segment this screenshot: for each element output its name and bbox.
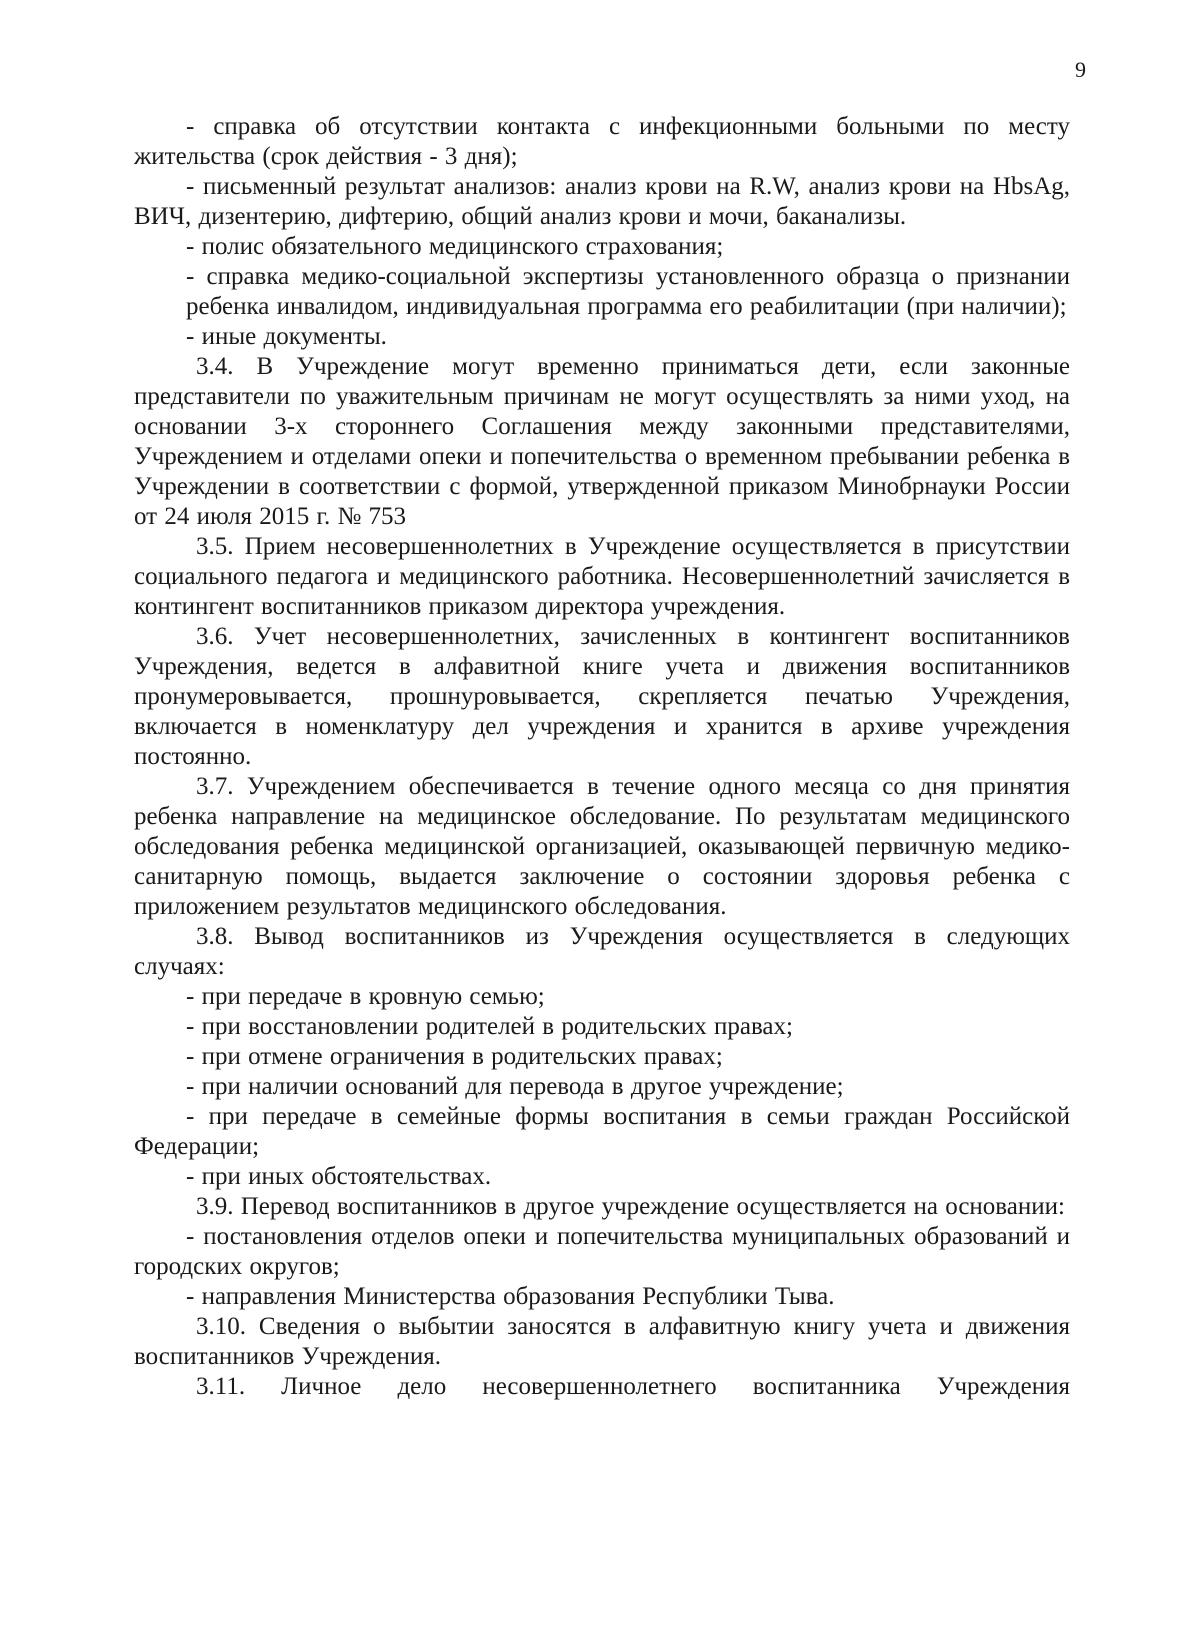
paragraph-disability-certificate: - справка медико-социальной экспертизы установленного образца о признании ребенка инвалидом, индивидуальная программа его реабилитации (при наличии); xyxy=(186,263,1070,320)
list-item-transfer-grounds: - при наличии оснований для перевода в другое учреждение; xyxy=(186,1073,844,1100)
list-item-family-placement: - при передаче в семейные формы воспитания в семьи граждан Российской Федерации; xyxy=(134,1103,1070,1160)
paragraph-lab-results: - письменный результат анализов: анализ крови на R.W, анализ крови на HbsAg, ВИЧ, дизентерию, дифтерию, общий анализ крови и мочи, баканализы. xyxy=(134,173,1070,230)
paragraph-3-9: 3.9. Перевод воспитанников в другое учреждение осуществляется на основании: xyxy=(196,1193,1065,1220)
list-item-blood-family: - при передаче в кровную семью; xyxy=(186,983,545,1010)
paragraph-certificate-no-contact: - справка об отсутствии контакта с инфекционными больными по месту жительства (срок действия - 3 дня); xyxy=(134,113,1070,170)
paragraph-3-8: 3.8. Вывод воспитанников из Учреждения осуществляется в следующих случаях: xyxy=(134,923,1070,980)
paragraph-3-5: 3.5. Прием несовершеннолетних в Учреждение осуществляется в присутствии социального педагога и медицинского работника. Несовершеннолетний зачисляется в контингент воспитанников приказом директора учреждения. xyxy=(134,533,1070,620)
paragraph-3-4: 3.4. В Учреждение могут временно приниматься дети, если законные представители по уважительным причинам не могут осуществлять за ними уход, на основании 3-х стороннего Соглашения между законными представителями, Учреждением и отделами опеки и попечительства о временном пребывании ребенка в Учреждении в соответствии с формой, утвержденной приказом Минобрнауки России от 24 июля 2015 г. № 753 xyxy=(134,353,1070,530)
paragraph-3-10: 3.10. Сведения о выбытии заносятся в алфавитную книгу учета и движения воспитанников Учреждения. xyxy=(134,1313,1070,1370)
list-item-other-circumstances: - при иных обстоятельствах. xyxy=(186,1163,492,1190)
list-item-parental-rights-restored: - при восстановлении родителей в родительских правах; xyxy=(186,1013,793,1040)
page-number: 9 xyxy=(1075,57,1086,82)
paragraph-other-documents: - иные документы. xyxy=(186,323,387,350)
list-item-restriction-cancelled: - при отмене ограничения в родительских правах; xyxy=(186,1043,723,1070)
list-item-ministry-direction: - направления Министерства образования Республики Тыва. xyxy=(186,1283,835,1310)
paragraph-3-6: 3.6. Учет несовершеннолетних, зачисленных в контингент воспитанников Учреждения, ведется в алфавитной книге учета и движения воспитанников пронумеровывается, прошнуровывается, скрепляется печатью Учреждения, включается в номенклатуру дел учреждения и хранится в архиве учреждения постоянно. xyxy=(134,623,1070,770)
paragraph-insurance-policy: - полис обязательного медицинского страхования; xyxy=(186,233,724,260)
list-item-guardianship-resolutions: - постановления отделов опеки и попечительства муниципальных образований и городских округов; xyxy=(134,1223,1070,1280)
paragraph-3-7: 3.7. Учреждением обеспечивается в течение одного месяца со дня принятия ребенка направление на медицинское обследование. По результатам медицинского обследования ребенка медицинской организацией, оказывающей первичную медико-санитарную помощь, выдается заключение о состоянии здоровья ребенка с приложением результатов медицинского обследования. xyxy=(134,773,1070,920)
document-body xyxy=(134,112,1070,1402)
paragraph-3-11: 3.11. Личное дело несовершеннолетнего воспитанника Учреждения xyxy=(196,1373,1070,1400)
